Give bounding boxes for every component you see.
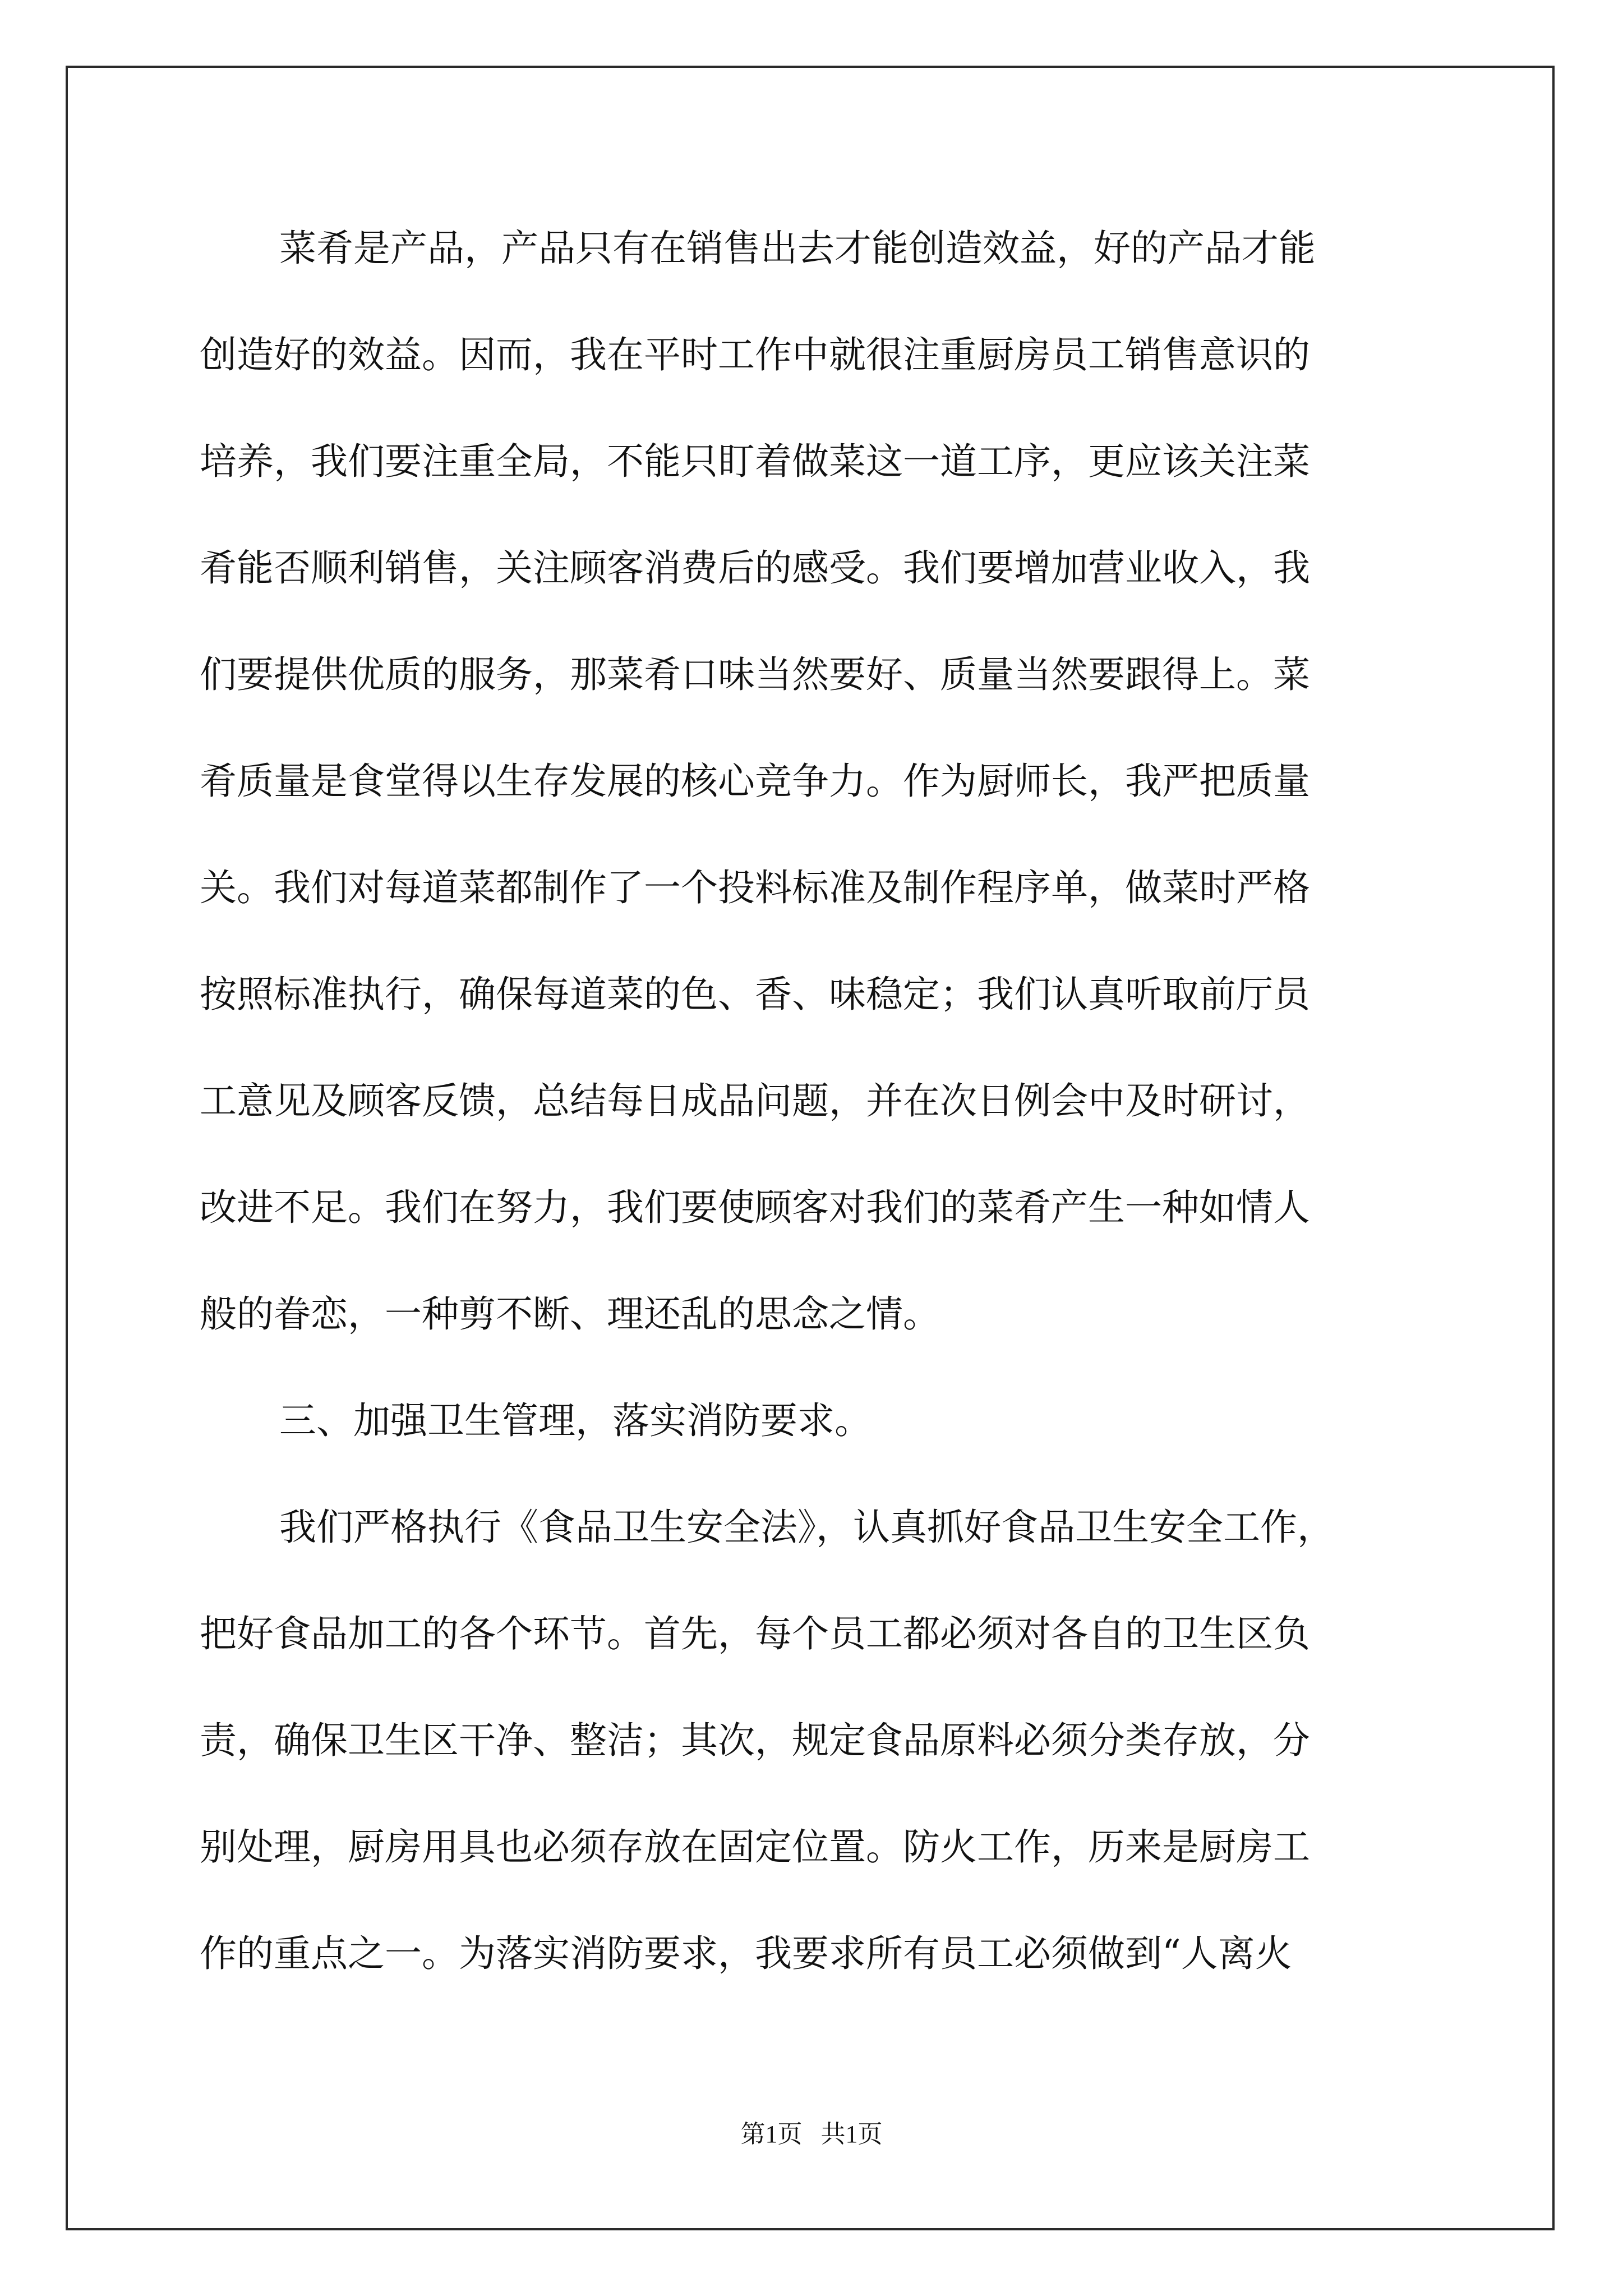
text-line: 我们严格执行《食品卫生安全法》，认真抓好食品卫生安全工作， [279, 1506, 1334, 1549]
text-line: 肴能否顺利销售，关注顾客消费后的感受。我们要增加营业收入，我 [200, 546, 1310, 590]
text-line: 作的重点之一。为落实消防要求，我要求所有员工必须做到“人离火 [200, 1932, 1292, 1975]
section-heading: 三、加强卫生管理，落实消防要求。 [279, 1399, 872, 1442]
text-line: 肴质量是食堂得以生存发展的核心竞争力。作为厨师长，我严把质量 [200, 760, 1310, 803]
text-line: 们要提供优质的服务，那菜肴口味当然要好、质量当然要跟得上。菜 [200, 653, 1310, 696]
text-line: 改进不足。我们在努力，我们要使顾客对我们的菜肴产生一种如情人 [200, 1186, 1310, 1229]
text-line: 工意见及顾客反馈，总结每日成品问题，并在次日例会中及时研讨， [200, 1079, 1310, 1122]
text-line: 菜肴是产品，产品只有在销售出去才能创造效益，好的产品才能 [279, 227, 1316, 270]
text-line: 创造好的效益。因而，我在平时工作中就很注重厨房员工销售意识的 [200, 333, 1310, 376]
text-line: 责，确保卫生区干净、整洁；其次，规定食品原料必须分类存放，分 [200, 1719, 1310, 1762]
page-border [66, 66, 1555, 2230]
text-line: 别处理，厨房用具也必须存放在固定位置。防火工作，历来是厨房工 [200, 1825, 1310, 1869]
text-line: 关。我们对每道菜都制作了一个投料标准及制作程序单，做菜时严格 [200, 866, 1310, 909]
text-line: 培养，我们要注重全局，不能只盯着做菜这一道工序，更应该关注菜 [200, 440, 1310, 483]
page-number-footer: 第1页 共1页 [740, 2120, 883, 2148]
text-line: 按照标准执行，确保每道菜的色、香、味稳定；我们认真听取前厅员 [200, 973, 1310, 1016]
text-line: 般的眷恋，一种剪不断、理还乱的思念之情。 [200, 1292, 940, 1336]
text-line: 把好食品加工的各个环节。首先，每个员工都必须对各自的卫生区负 [200, 1612, 1310, 1655]
